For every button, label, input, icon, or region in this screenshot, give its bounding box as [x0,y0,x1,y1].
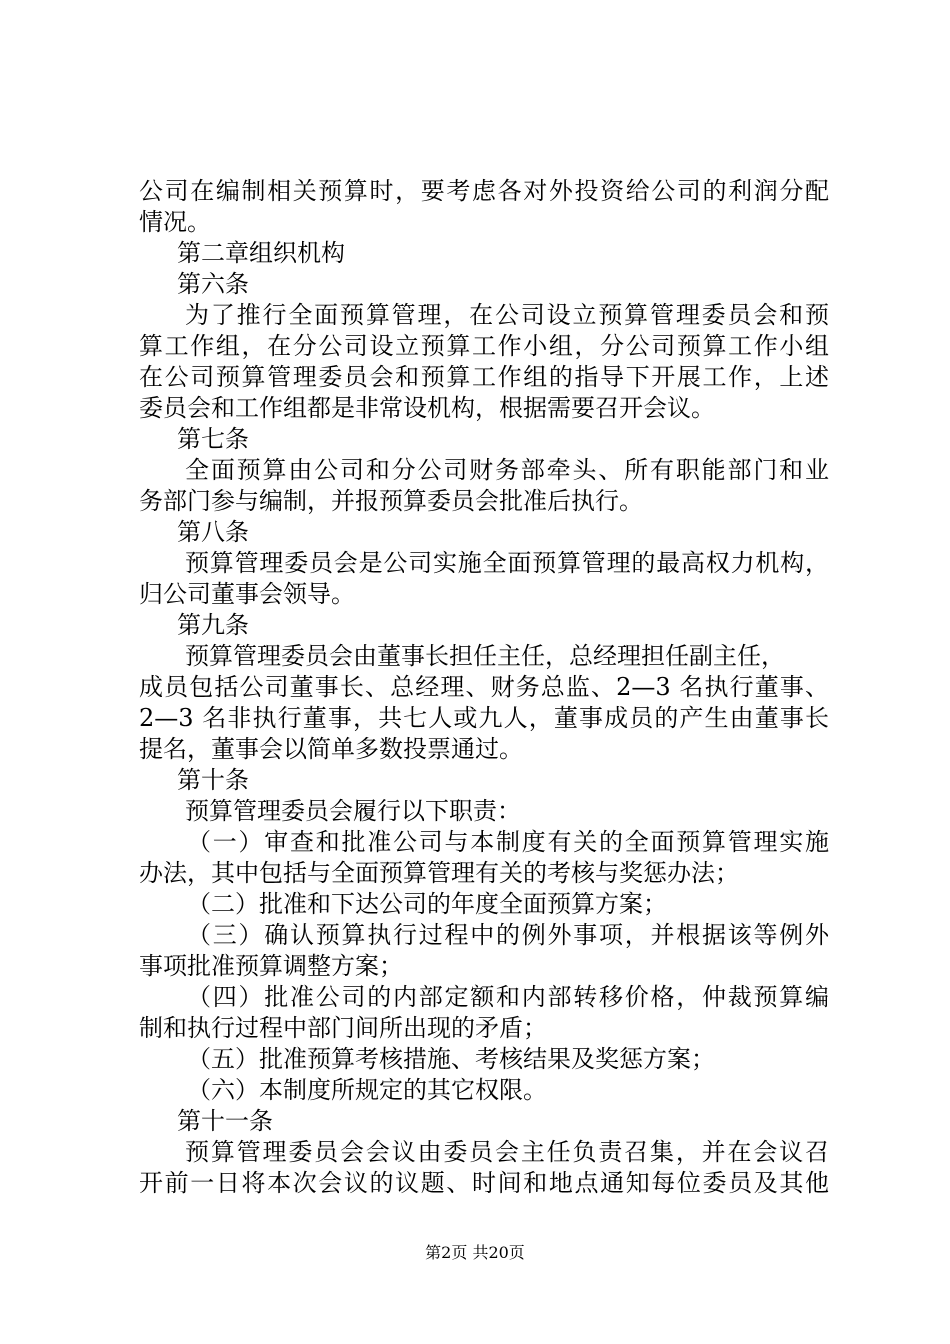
text-line: 制和执行过程中部门间所出现的矛盾； [139,1014,547,1042]
article-heading: 第八条 [177,518,249,546]
text-line: 算工作组，在分公司设立预算工作小组，分公司预算工作小组 [139,332,829,360]
list-item: （五）批准预算考核措施、考核结果及奖惩方案； [187,1045,715,1073]
text-line: 委员会和工作组都是非常设机构，根据需要召开会议。 [139,394,715,422]
article-heading: 第六条 [177,270,249,298]
article-heading: 第十条 [177,766,249,794]
list-item: （四）批准公司的内部定额和内部转移价格，仲裁预算编 [187,983,829,1011]
text-line: 全面预算由公司和分公司财务部牵头、所有职能部门和业 [185,456,829,484]
list-item: （一）审查和批准公司与本制度有关的全面预算管理实施 [187,828,829,856]
list-item: （三）确认预算执行过程中的例外事项，并根据该等例外 [187,921,829,949]
text-line: 预算管理委员会是公司实施全面预算管理的最高权力机构， [185,549,829,577]
text-line: 归公司董事会领导。 [139,580,355,608]
page-number-footer: 第2页 共20页 [425,1243,525,1262]
article-heading: 第七条 [177,425,249,453]
text-line: 公司在编制相关预算时，要考虑各对外投资给公司的利润分配 [139,177,829,205]
chapter-heading: 第二章组织机构 [177,239,345,267]
text-line: 预算管理委员会会议由委员会主任负责召集，并在会议召 [185,1138,829,1166]
list-item: （二）批准和下达公司的年度全面预算方案； [187,890,667,918]
text-line: 预算管理委员会由董事长担任主任，总经理担任副主任， [185,642,785,670]
text-line: 2—3 名非执行董事，共七人或九人，董事成员的产生由董事长 [139,704,829,732]
text-line: 办法，其中包括与全面预算管理有关的考核与奖惩办法； [139,859,739,887]
text-line: 成员包括公司董事长、总经理、财务总监、2—3 名执行董事、 [139,673,829,701]
list-item: （六）本制度所规定的其它权限。 [187,1076,547,1104]
article-heading: 第十一条 [177,1107,273,1135]
text-line: 预算管理委员会履行以下职责： [185,797,521,825]
text-line: 情况。 [139,208,211,236]
text-line: 事项批准预算调整方案； [139,952,403,980]
text-line: 务部门参与编制，并报预算委员会批准后执行。 [139,487,643,515]
text-line: 开前一日将本次会议的议题、时间和地点通知每位委员及其他 [139,1169,829,1197]
article-heading: 第九条 [177,611,249,639]
text-line: 提名，董事会以简单多数投票通过。 [139,735,523,763]
text-line: 在公司预算管理委员会和预算工作组的指导下开展工作，上述 [139,363,829,391]
text-line: 为了推行全面预算管理，在公司设立预算管理委员会和预 [185,301,829,329]
body-text [139,176,829,1199]
